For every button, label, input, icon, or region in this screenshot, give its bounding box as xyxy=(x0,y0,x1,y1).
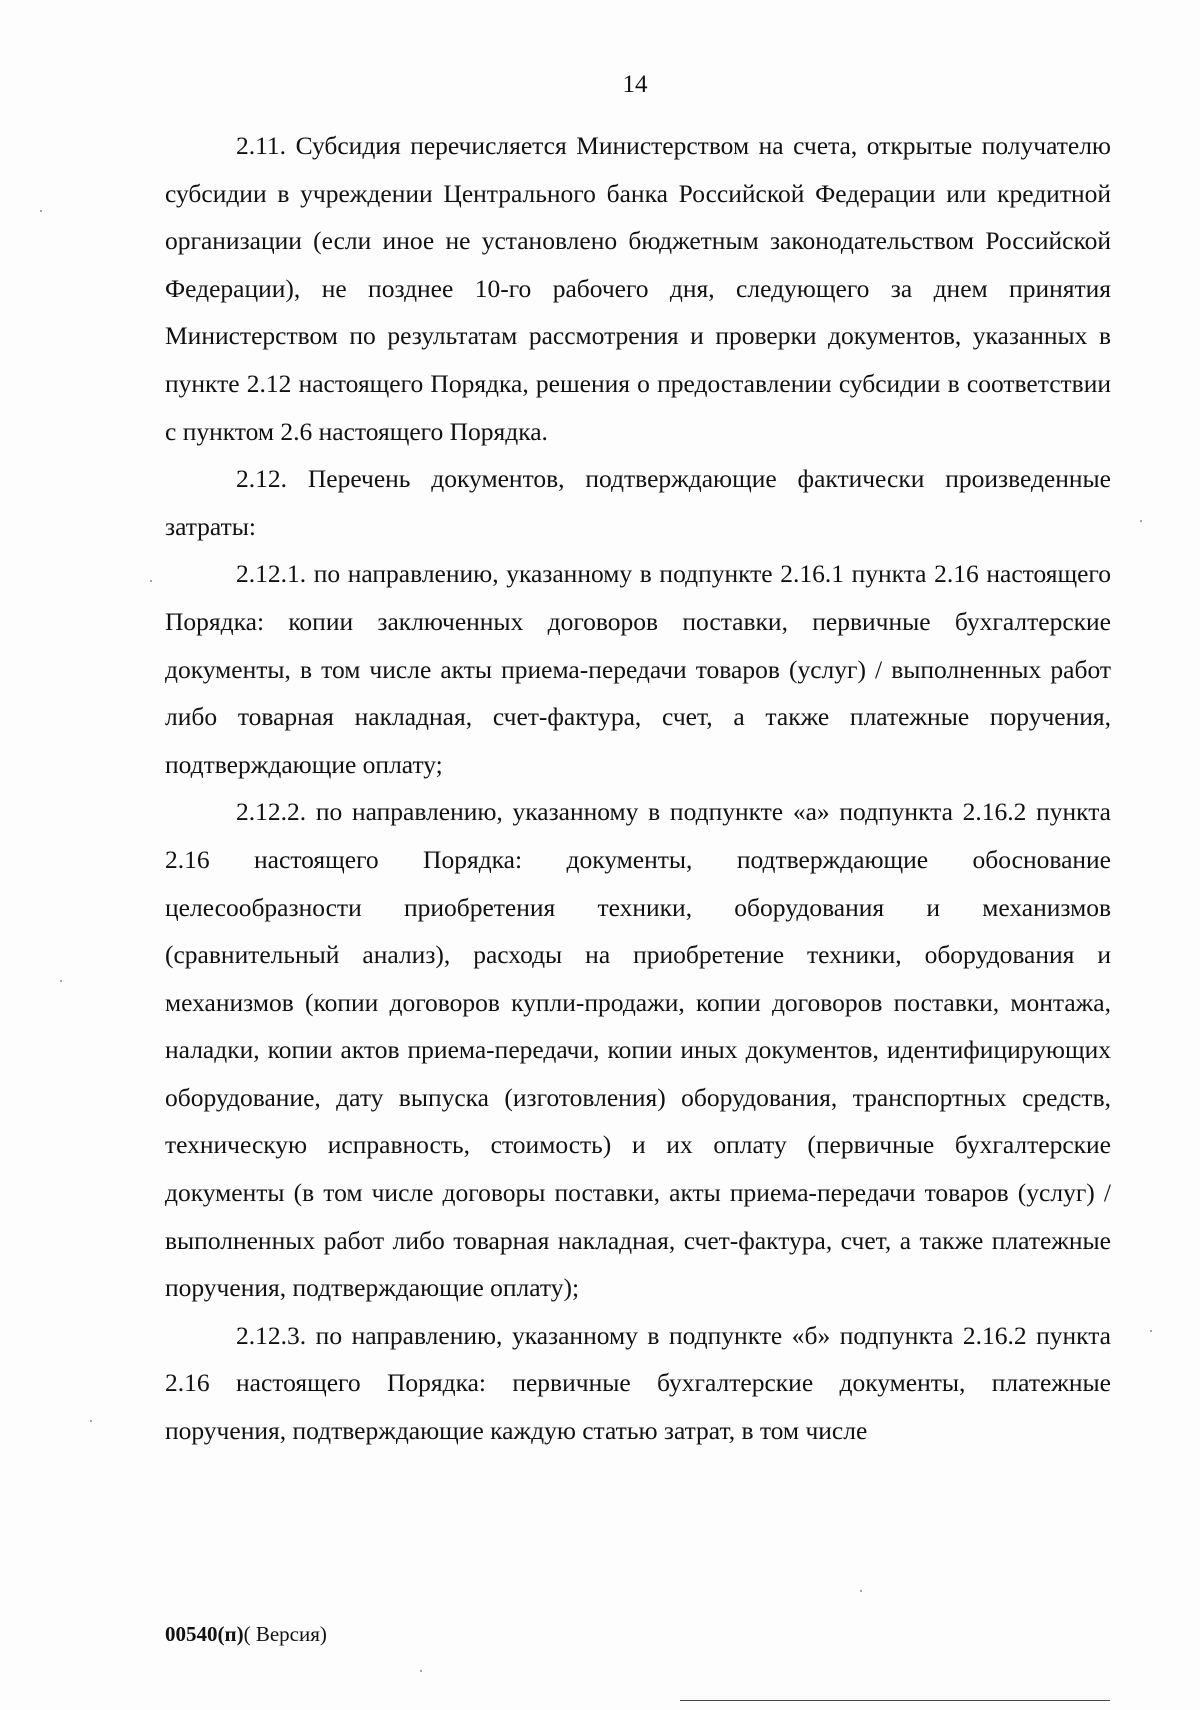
page-number: 14 xyxy=(622,71,648,98)
paragraph-2-12-1: 2.12.1. по направлению, указанному в подпункте 2.16.1 пункта 2.16 настоящего Порядка: копии заключенных договоров поставки, первичные бухгалтерские документы, в том числе акты приема-передачи товаров (услуг) / выполненных работ либо товарная накладная, счет-фактура, счет, а также платежные поручения, подтверждающие оплату; xyxy=(165,559,1111,779)
scan-speck xyxy=(860,1590,862,1592)
document-code xyxy=(165,1620,327,1648)
paragraph-2-11: 2.11. Субсидия перечисляется Министерством на счета, открытые получателю субсидии в учреждении Центрального банка Российской Федерации или кредитной организации (если иное не установлено бюджетным законодательством Российской Федерации), не позднее 10-го рабочего дня, следующего за днем принятия Министерством по результатам рассмотрения и проверки документов, указанных в пункте 2.12 настоящего Порядка, решения о предоставлении субсидии в соответствии с пунктом 2.6 настоящего Порядка. xyxy=(165,131,1111,446)
scan-edge-line xyxy=(680,1700,1110,1701)
scan-speck xyxy=(1150,1330,1152,1332)
document-code-version: ( Версия) xyxy=(243,1622,327,1646)
scan-speck xyxy=(90,1420,92,1422)
scan-speck xyxy=(420,1670,422,1672)
document-code-number: 00540(п) xyxy=(165,1622,244,1646)
scan-speck xyxy=(40,210,42,212)
scan-speck xyxy=(150,580,152,582)
document-body xyxy=(165,122,1111,1455)
paragraph-2-12-2: 2.12.2. по направлению, указанному в подпункте «а» подпункта 2.16.2 пункта 2.16 настоящего Порядка: документы, подтверждающие обоснование целесообразности приобретения техники, оборудования и механизмов (сравнительный анализ), расходы на приобретение техники, оборудования и механизмов (копии договоров купли-продажи, копии договоров поставки, монтажа, наладки, копии актов приема-передачи, копии иных документов, идентифицирующих оборудование, дату выпуска (изготовления) оборудования, транспортных средств, техническую исправность, стоимость) и их оплату (первичные бухгалтерские документы (в том числе договоры поставки, акты приема-передачи товаров (услуг) / выполненных работ либо товарная накладная, счет-фактура, счет, а также платежные поручения, подтверждающие оплату); xyxy=(165,797,1111,1303)
paragraph-2-12-3: 2.12.3. по направлению, указанному в подпункте «б» подпункта 2.16.2 пункта 2.16 настоящего Порядка: первичные бухгалтерские документы, платежные поручения, подтверждающие каждую статью затрат, в том числе xyxy=(165,1320,1111,1446)
scan-speck xyxy=(60,980,62,982)
scan-speck xyxy=(1140,520,1142,522)
paragraph-2-12: 2.12. Перечень документов, подтверждающие фактически произведенные затраты: xyxy=(165,464,1111,541)
